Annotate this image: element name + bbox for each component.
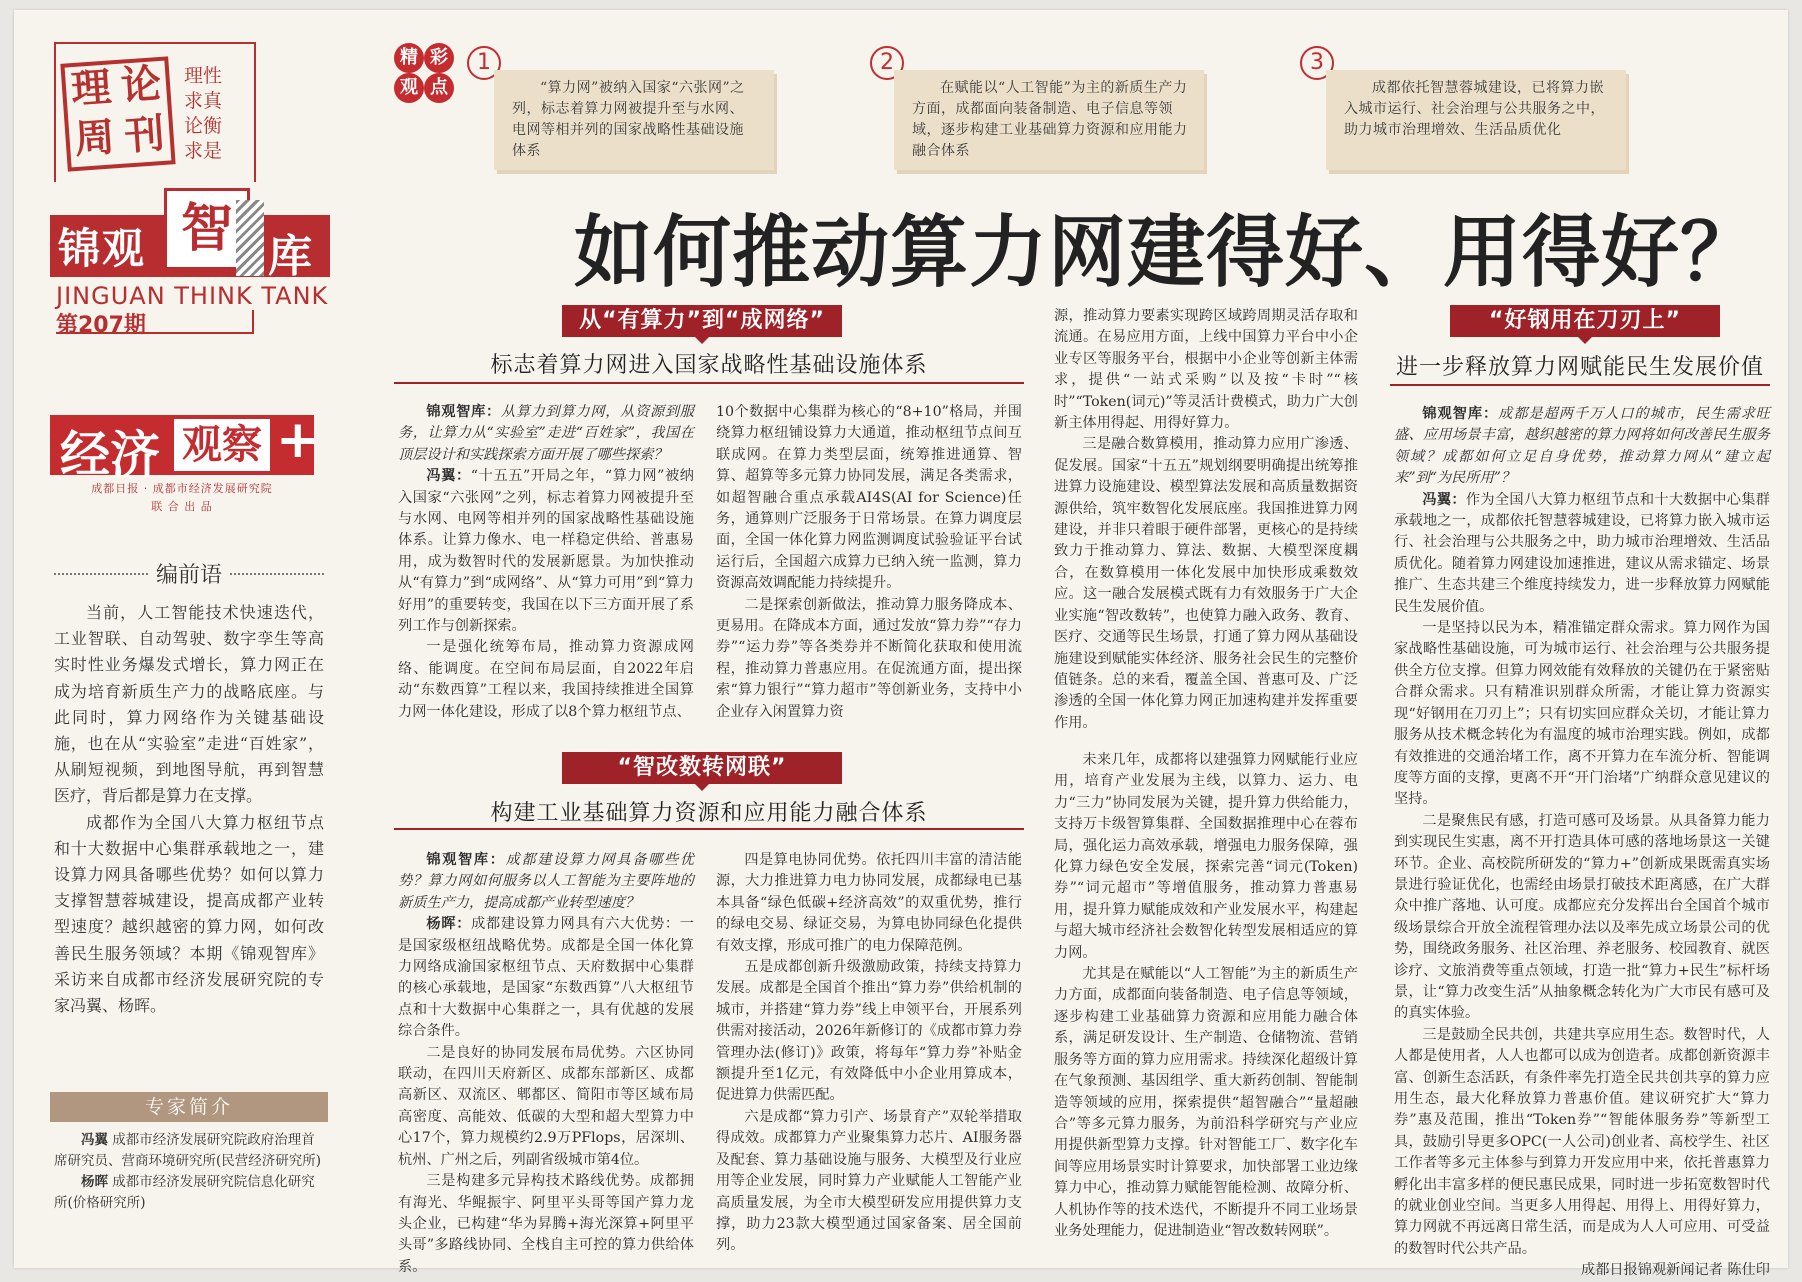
article-paragraph: 三是融合数算模用，推动算力应用广渗透、促发展。国家“十五五”规划纲要明确提出统筹推进算力设施建设、模型算法发展和高质量数据资源供给，筑牢数智化发展底座。我国推进算力网建设，并非只着眼于硬件部署，更核心的是持续致力于推动算力、算法、数据、大模型深度耦合，在数算模用一体化发展中加快形成乘数效应。这一融合发展模式既有力有效服务于广大企业实施“智改数转”，也使算力融入政务、教育、医疗、交通等民生场景，打通了算力网从基础设施建设到赋能实体经济、服务社会民生的完整价值链条。总的来看，覆盖全国、普惠可及、广泛渗透的全国一体化算力网正加速构建并发挥重要作用。 bbox=[1054, 436, 1358, 731]
editor-note-heading bbox=[54, 558, 324, 589]
think-tank-right: 库 bbox=[268, 231, 312, 282]
speaker-label: 锦观智库： bbox=[426, 852, 506, 868]
highlight-box: “算力网”被纳入国家“六张网”之列，标志着算力网被提升至与水网、电网等相并列的国家战略性基础设施体系 bbox=[494, 70, 774, 170]
economic-label: 经济 bbox=[60, 426, 160, 484]
article-column bbox=[716, 402, 1022, 722]
expert-name: 杨晖 bbox=[81, 1174, 108, 1190]
editor-note-body bbox=[54, 600, 324, 1019]
article-paragraph: 一是强化统筹布局，推动算力资源成网络、能调度。在空间布局层面，自2022年启动“东数西算”工程以来，我国持续推进全国算力网一体化建设，形成了以8个算力枢纽节点、 bbox=[398, 639, 694, 720]
article-paragraph: 源，推动算力要素实现跨区域跨周期灵活存取和流通。在易应用方面，上线中国算力平台中小企业专区等服务平台，根据中小企业等创新主体需求，提供“一站式采购”以及按“卡时”“核时”“Token(词元)”等灵活计费模式，助力广大创新主体用得起、用得好算力。 bbox=[1054, 308, 1358, 432]
section-tag: “好钢用在刀刃上” bbox=[1450, 305, 1720, 337]
main-headline: 如何推动算力网建得好、用得好？ bbox=[574, 208, 1760, 298]
article-paragraph: 三是构建多元异构技术路线优势。成都拥有海光、华鲲振宇、阿里平头哥等国产算力龙头企业，已构建“华为昇腾+海光深算+阿里平头哥”多路线协同、全栈自主可控的算力供给体系。 bbox=[398, 1173, 694, 1275]
editor-paragraph: 成都作为全国八大算力枢纽节点和十大数据中心集群承载地之一，建设算力网具备哪些优势？如何以算力支撑智慧蓉城建设，提高成都产业转型速度？越织越密的算力网，如何改善民生服务领域？本期《锦观智库》采访来自成都市经济发展研究院的专家冯翼、杨晖。 bbox=[54, 812, 324, 1016]
expert-intro-body bbox=[54, 1130, 328, 1214]
article-paragraph: 从算力到算力网，从资源到服务，让算力从“实验室”走进“百姓家”，我国在顶层设计和实践探索方面开展了哪些探索？ bbox=[398, 404, 694, 463]
co-publisher: 成都日报 · 成都市经济发展研究院 bbox=[91, 482, 273, 495]
article-paragraph: “十五五”开局之年，“算力网”被纳入国家“六张网”之列，标志着算力网被提升至与水网、电网等相并列的国家战略性基础设施体系。让算力像水、电一样稳定供给、普惠易用，成为数智时代的发展新愿景。为加快推动从“有算力”到“成网络”、从“算力可用”到“算力好用”的重要转变，我国在以下三方面开展了系列工作与创新探索。 bbox=[398, 468, 694, 635]
badge-char: 彩 bbox=[424, 43, 454, 73]
article-column bbox=[398, 850, 694, 1275]
highlight-box: 成都依托智慧蓉城建设，已将算力嵌入城市运行、社会治理与公共服务之中，助力城市治理增效、生活品质优化 bbox=[1326, 70, 1626, 170]
stripes-decoration bbox=[236, 200, 264, 276]
article-paragraph: 未来几年，成都将以建强算力网赋能行业应用，培育产业发展为主线，以算力、运力、电力“三力”协同发展为关键，提升算力供给能力，支持万卡级智算集群、全国数据推理中心在蓉布局，强化运力高效承载，增强电力服务保障，强化算力绿色安全发展，探索完善“词元(Token)券”“词元超市”等增值服务，推动算力普惠易用，提升算力赋能成效和产业发展水平，构建起与超大城市经济社会数智化转型发展相适应的算力网。 bbox=[1054, 752, 1358, 961]
speaker-label: 锦观智库： bbox=[426, 404, 501, 420]
article-paragraph: 三是鼓励全民共创，共建共享应用生态。数智时代，人人都是使用者，人人也都可以成为创造者。成都创新资源丰富、创新生态活跃，有条件率先打造全民共创共享的算力应用生态，最大化释放算力普惠价值。建议研究扩大“算力券”惠及范围，推出“Token券”“智能体服务券”等新型工具，鼓励引导更多OPC(一人公司)创业者、高校学生、社区工作者等多元主体参与到算力开发应用中来，依托普惠算力孵化出丰富多样的便民惠民成果，同时进一步拓宽数智时代的就业创业空间。当更多人用得起、用得上、用得好算力，算力网就不再远离日常生活，而是成为人人可应用、可受益的数智时代公共产品。 bbox=[1394, 1026, 1770, 1257]
seal-char: 理 bbox=[69, 63, 113, 114]
reporter-byline: 成都日报锦观新闻记者 陈仕印 bbox=[1581, 1262, 1770, 1279]
newspaper-page bbox=[14, 10, 1788, 1279]
article-column bbox=[398, 402, 694, 722]
article-paragraph: 成都是超两千万人口的城市，民生需求旺盛、应用场景丰富，越织越密的算力网将如何改善民生服务领域？成都如何立足自身优势，推动算力网从“建立起来”到“为民所用”？ bbox=[1394, 406, 1770, 487]
highlight-box: 在赋能以“人工智能”为主的新质生产力方面，成都面向装备制造、电子信息等领域，逐步构建工业基础算力资源和应用能力融合体系 bbox=[894, 70, 1204, 170]
article-paragraph: 成都建设算力网具备哪些优势？算力网如何服务以人工智能为主要阵地的新质生产力，提高成都产业转型速度？ bbox=[398, 852, 694, 911]
section-subtitle: 进一步释放算力网赋能民生发展价值 bbox=[1395, 355, 1764, 380]
article-paragraph: 作为全国八大算力枢纽节点和十大数据中心集群承载地之一，成都依托智慧蓉城建设，已将算力嵌入城市运行、社会治理与公共服务之中，助力城市治理增效、生活品质优化。随着算力网建设加速推进，建议从需求锚定、场景推广、生态共建三个维度持续发力，进一步释放算力网赋能民生发展价值。 bbox=[1394, 491, 1770, 615]
think-tank-zhi: 智 bbox=[164, 188, 250, 270]
seal-motto: 理性求真论衡求是 bbox=[184, 65, 223, 162]
article-paragraph: 10个数据中心集群为核心的“8+10”格局，并围绕算力枢纽铺设算力大通道，推动枢纽节点间互联成网。在算力类型层面，统筹推进通算、智算、超算等多元算力协同发展，满足各类需求，如超智融合重点承载AI4S(AI for Science)任务，通算则广泛服务于日常场景。在算力调度层面，全国一体化算力网监测调度试验验证平台试运行后，全国超六成算力已纳入统一监测，算力资源高效调配能力持续提升。 bbox=[716, 404, 1022, 592]
joint-production: 联 合 出 品 bbox=[151, 500, 213, 513]
section-rule bbox=[394, 828, 1024, 830]
speaker-label: 冯翼： bbox=[426, 468, 471, 485]
article-column bbox=[1394, 404, 1770, 1279]
speaker-label: 杨晖： bbox=[426, 916, 472, 933]
speaker-label: 锦观智库： bbox=[1422, 406, 1499, 422]
plus-mark: + bbox=[276, 410, 320, 470]
article-paragraph: 一是坚持以民为本，精准锚定群众需求。算力网作为国家战略性基础设施，可为城市运行、社会治理与公共服务提供全方位支撑。但算力网效能有效释放的关键仍在于紧密贴合群众需求。只有精准识别群众所需，才能让算力资源实现“好钢用在刀刃上”；只有切实回应群众关切，才能让算力服务从技术概念转化为有温度的城市治理实践。例如，成都有效推进的交通治堵工作，离不开算力在车流分析、智能调度等方面的支撑，更离不开“开门治堵”广纳群众意见建议的坚持。 bbox=[1394, 620, 1770, 808]
article-paragraph: 四是算电协同优势。依托四川丰富的清洁能源，大力推进算力电力协同发展，成都绿电已基本具备“绿色低碳+经济高效”的双重优势，推行的绿电交易、绿证交易，为算电协同绿色化提供有效支撑，形成可推广的电力保障范例。 bbox=[716, 852, 1022, 954]
think-tank-left: 锦观 bbox=[58, 224, 147, 273]
article-paragraph: 五是成都创新升级激励政策，持续支持算力发展。成都是全国首个推出“算力券”供给机制的城市，并搭建“算力券”线上申领平台，开展系列供需对接活动，2026年新修订的《成都市算力券管理办法(修订)》政策，将每年“算力券”补贴金额提升至1亿元，有效降低中小企业用算成本，促进算力供需匹配。 bbox=[716, 959, 1022, 1104]
seal-char: 周 bbox=[73, 113, 117, 164]
observation-label: 观察 bbox=[174, 419, 270, 471]
section-tag: 从“有算力”到“成网络” bbox=[562, 305, 842, 337]
article-paragraph: 六是成都“算力引产、场景育产”双轮举措取得成效。成都算力产业聚集算力芯片、AI服务器及配套、算力基础设施与服务、大模型及行业应用等企业发展，同时算力产业赋能人工智能产业高质量发展，为全市大模型研发应用提供算力支撑，助力23款大模型通过国家备案、居全国前列。 bbox=[716, 1108, 1022, 1254]
issue-number: 第207期 bbox=[56, 313, 146, 338]
article-paragraph: 成都建设算力网具有六大优势：一是国家级枢纽战略优势。成都是全国一体化算力网络成渝国家枢纽节点、天府数据中心集群的核心承载地，是国家“东数西算”八大枢纽节点和十大数据中心集群之一，具有优越的发展综合条件。 bbox=[398, 916, 694, 1040]
expert-name: 冯翼 bbox=[81, 1132, 108, 1148]
highlight-number: 1 bbox=[467, 46, 501, 80]
badge-char: 精 bbox=[394, 43, 424, 73]
section-rule bbox=[1390, 384, 1770, 386]
section-tag: “智改数转网联” bbox=[562, 752, 842, 784]
highlight-number: 2 bbox=[870, 46, 904, 80]
badge-char: 观 bbox=[394, 73, 424, 103]
theory-weekly-seal bbox=[60, 56, 175, 171]
expert-intro-heading: 专家简介 bbox=[50, 1092, 328, 1122]
section-rule bbox=[394, 382, 1024, 384]
article-paragraph: 二是良好的协同发展布局优势。六区协同联动，在四川天府新区、成都东部新区、成都高新区、双流区、郫都区、简阳市等区域布局高密度、高能效、低碳的大型和超大型算力中心17个，算力规模约2.9万PFlops，居深圳、杭州、广州之后，列副省级城市第4位。 bbox=[398, 1044, 694, 1168]
badge-char: 点 bbox=[424, 73, 454, 103]
editor-paragraph: 当前，人工智能技术快速迭代，工业智联、自动驾驶、数字孪生等高实时性业务爆发式增长，算力网正在成为培育新质生产力的战略底座。与此同时，算力网络作为关键基础设施，也在从“实验室”走进“百姓家”，从刷短视频，到地图导航，再到智慧医疗，背后都是算力在支撑。 bbox=[54, 603, 324, 806]
speaker-label: 冯翼： bbox=[1422, 491, 1466, 508]
article-column bbox=[716, 850, 1022, 1252]
section-subtitle: 构建工业基础算力资源和应用能力融合体系 bbox=[490, 801, 928, 826]
article-column bbox=[1054, 306, 1358, 731]
seal-char: 刊 bbox=[122, 109, 167, 160]
article-paragraph: 尤其是在赋能以“人工智能”为主的新质生产力方面，成都面向装备制造、电子信息等领域，逐步构建工业基础算力资源和应用能力融合体系，满足研发设计、生产制造、仓储物流、营销服务等方面的算力应用需求。持续深化超级计算在气象预测、基因组学、重大新药创制、智能制造等领域的应用，探索提供“超智融合”“量超融合”等多元算力服务，为前沿科学研究与产业应用提供新型算力支撑。针对智能工厂、数字化车间等应用场景实时计算要求，加快部署工业边缘算力中心，推动算力赋能智能检测、故障分析、人机协作等的技术迭代，不断提升不同工业场景业务处理能力，促进制造业“智改数转网联”。 bbox=[1054, 966, 1358, 1239]
article-column bbox=[1054, 750, 1358, 1252]
article-paragraph: 二是探索创新做法，推动算力服务降成本、更易用。在降成本方面，通过发放“算力券”“存力券”“运力券”等各类券并不断简化获取和使用流程，推动算力普惠应用。在促流通方面，提出探索“算力银行”“算力超市”等创新业务，支持中小企业存入闲置算力资 bbox=[716, 596, 1022, 720]
think-tank-english: JINGUAN THINK TANK bbox=[56, 282, 329, 310]
article-paragraph: 二是聚焦民有感，打造可感可及场景。从具备算力能力到实现民生实惠，离不开打造具体可感的落地场景这一关键环节。企业、高校院所研发的“算力+”创新成果既需真实场景进行验证优化，也需经由场景打破技术距离感，在广大群众中推广落地、认可度。成都应充分发挥出台全国首个城市级场景综合开放全流程管理办法以及率先成立场景公司的优势，围绕政务服务、社区治理、养老服务、校园教育、就医诊疗、文旅消费等重点领域，打造一批“算力+民生”标杆场景，让“算力改变生活”从抽象概念转化为广大市民有感可及的真实体验。 bbox=[1394, 812, 1770, 1022]
expert-desc: 成都市经济发展研究院政府治理首席研究员、营商环境研究所(民营经济研究所) bbox=[54, 1132, 322, 1169]
highlight-number: 3 bbox=[1300, 46, 1334, 80]
editor-note-title: 编前语 bbox=[156, 563, 223, 588]
expert-desc: 成都市经济发展研究院信息化研究所(价格研究所) bbox=[54, 1174, 315, 1211]
seal-char: 论 bbox=[119, 59, 163, 110]
section-subtitle: 标志着算力网进入国家战略性基础设施体系 bbox=[490, 353, 928, 378]
highlights-badge bbox=[394, 43, 454, 103]
